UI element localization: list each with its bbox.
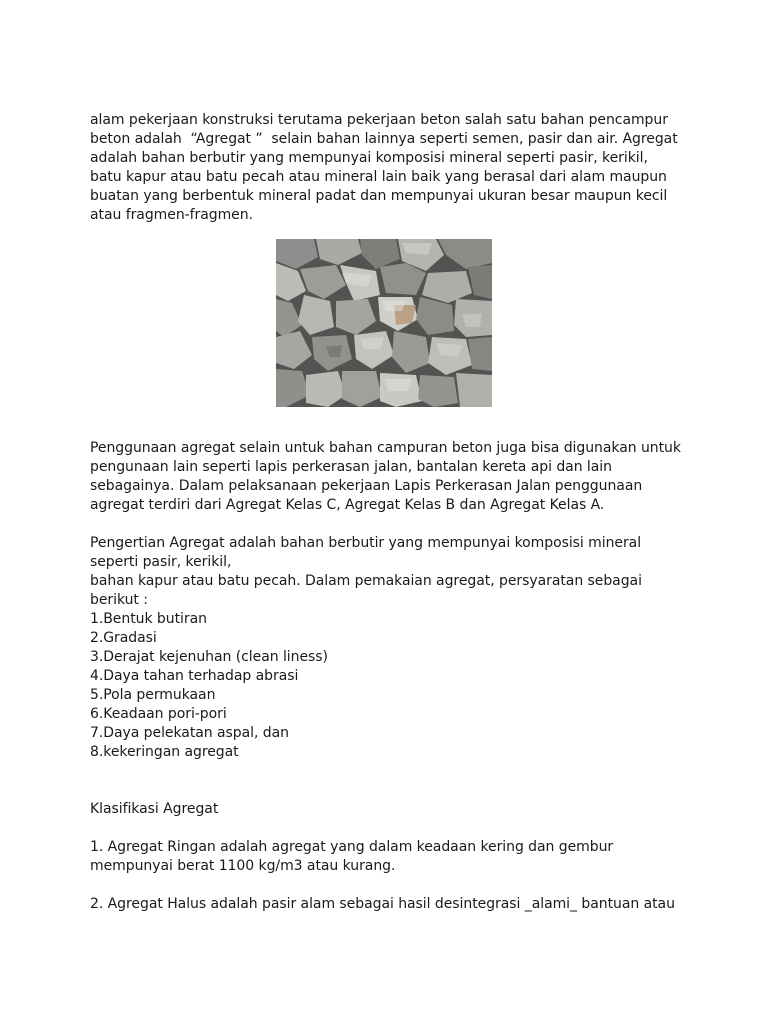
list-item: 8.kekeringan agregat [90,744,239,760]
text-line: agregat terdiri dari Agregat Kelas C, Agregat Kelas B dan Agregat Kelas A. [90,497,605,513]
list-item: 3.Derajat kejenuhan (clean liness) [90,649,328,665]
text-line: adalah bahan berbutir yang mempunyai komposisi mineral seperti pasir, kerikil, [90,150,648,166]
text-line: Penggunaan agregat selain untuk bahan campuran beton juga bisa digunakan untuk [90,440,681,456]
list-item: 4.Daya tahan terhadap abrasi [90,668,299,684]
text-line: alam pekerjaan konstruksi terutama pekerjaan beton salah satu bahan pencampur [90,112,668,128]
text-line: mempunyai berat 1100 kg/m3 atau kurang. [90,858,396,874]
text-line: batu kapur atau batu pecah atau mineral lain baik yang berasal dari alam maupun [90,169,667,185]
list-item: 6.Keadaan pori-pori [90,706,227,722]
list-item: 5.Pola permukaan [90,687,216,703]
text-line: buatan yang berbentuk mineral padat dan mempunyai ukuran besar maupun kecil [90,188,668,204]
text-line: 1. Agregat Ringan adalah agregat yang dalam keadaan kering dan gembur [90,839,614,855]
aggregate-stones-image [276,239,492,407]
text-line: berikut : [90,592,148,608]
text-line: beton adalah “Agregat ” selain bahan lainnya seperti semen, pasir dan air. Agregat [90,131,678,147]
text-line: bahan kapur atau batu pecah. Dalam pemakaian agregat, persyaratan sebagai [90,573,642,589]
text-line: seperti pasir, kerikil, [90,554,232,570]
list-item: 2.Gradasi [90,630,157,646]
text-line: sebagainya. Dalam pelaksanaan pekerjaan Lapis Perkerasan Jalan penggunaan [90,478,643,494]
list-item: 1.Bentuk butiran [90,611,207,627]
text-line: atau fragmen-fragmen. [90,207,253,223]
text-line: pengunaan lain seperti lapis perkerasan jalan, bantalan kereta api dan lain [90,459,612,475]
list-item: 7.Daya pelekatan aspal, dan [90,725,289,741]
section-heading: Klasifikasi Agregat [90,801,219,817]
text-line: 2. Agregat Halus adalah pasir alam sebagai hasil desintegrasi _alami_ bantuan atau [90,896,675,912]
text-line: Pengertian Agregat adalah bahan berbutir yang mempunyai komposisi mineral [90,535,642,551]
